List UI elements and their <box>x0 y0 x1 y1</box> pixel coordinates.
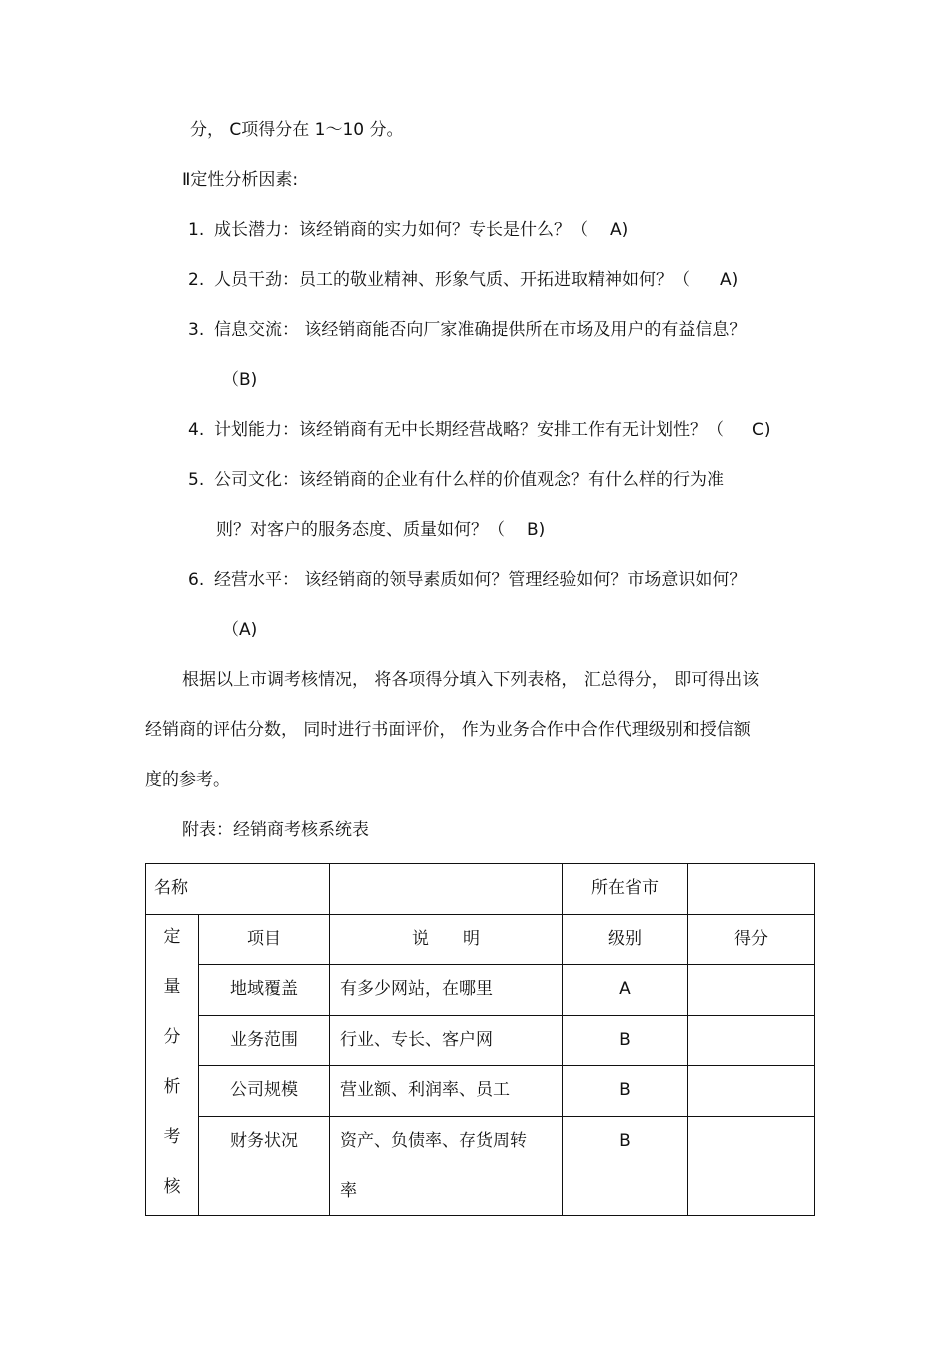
desc-line: 率 <box>340 1181 357 1201</box>
item-number: 2. <box>188 270 205 290</box>
list-item <box>188 218 628 242</box>
item-grade: （B) <box>222 370 258 390</box>
item-text: 信息交流： 该经销商能否向厂家准确提供所在市场及用户的有益信息？ <box>214 320 747 340</box>
name-label: 名称 <box>146 864 330 915</box>
item-cell: 地域覆盖 <box>199 965 330 1016</box>
level-cell: A <box>563 965 688 1016</box>
desc-cell <box>330 1117 563 1216</box>
item-text: 人员干劲：员工的敬业精神、形象气质、开拓进取精神如何？（ <box>214 270 690 290</box>
side-char: 分 <box>163 1027 181 1047</box>
desc-cell: 行业、专长、客户网 <box>330 1016 563 1066</box>
side-label <box>146 915 199 1216</box>
item-number: 4. <box>188 420 205 440</box>
name-value <box>330 864 563 915</box>
table-row <box>146 915 815 965</box>
item-number: 6. <box>188 570 205 590</box>
score-cell <box>688 1117 815 1216</box>
item-text: 则？对客户的服务态度、质量如何？（ <box>216 520 505 540</box>
desc-cell: 营业额、利润率、员工 <box>330 1066 563 1117</box>
paragraph-summary: 根据以上市调考核情况， 将各项得分填入下列表格， 汇总得分， 即可得出该 <box>182 670 760 690</box>
side-char: 定 <box>163 927 181 947</box>
list-item <box>188 468 724 492</box>
table-row <box>146 1016 815 1066</box>
level-cell: B <box>563 1066 688 1117</box>
side-char: 析 <box>163 1077 181 1097</box>
level-cell: B <box>563 1016 688 1066</box>
list-item <box>188 568 746 592</box>
province-label: 所在省市 <box>563 864 688 915</box>
score-cell <box>688 1016 815 1066</box>
item-text: 公司文化：该经销商的企业有什么样的价值观念？有什么样的行为准 <box>214 470 724 490</box>
item-grade: A) <box>720 270 739 290</box>
list-item <box>188 318 746 342</box>
item-number: 5. <box>188 470 205 490</box>
side-char: 量 <box>163 977 181 997</box>
desc-cell: 有多少网站，在哪里 <box>330 965 563 1016</box>
score-cell <box>688 1066 815 1117</box>
item-cell: 业务范围 <box>199 1016 330 1066</box>
item-text: 成长潜力：该经销商的实力如何？专长是什么？（ <box>214 220 588 240</box>
item-number: 3. <box>188 320 205 340</box>
paragraph-summary: 经销商的评估分数， 同时进行书面评价， 作为业务合作中合作代理级别和授信额 <box>145 720 751 740</box>
item-cell: 财务状况 <box>199 1117 330 1216</box>
table-row <box>146 1066 815 1117</box>
item-cell: 公司规模 <box>199 1066 330 1117</box>
level-cell: B <box>563 1117 688 1216</box>
side-char: 考 <box>163 1127 181 1147</box>
list-item <box>188 418 771 442</box>
paragraph-score-range: 分， C项得分在 1～10 分。 <box>190 120 404 140</box>
score-cell <box>688 965 815 1016</box>
item-number: 1. <box>188 220 205 240</box>
table-caption: 附表：经销商考核系统表 <box>182 820 369 840</box>
item-text: 经营水平： 该经销商的领导素质如何？管理经验如何？市场意识如何？ <box>214 570 747 590</box>
list-item <box>188 268 738 292</box>
item-grade: C) <box>752 420 771 440</box>
paragraph-summary: 度的参考。 <box>145 770 230 790</box>
side-char: 核 <box>163 1177 181 1197</box>
table-row <box>146 1117 815 1216</box>
desc-line: 资产、负债率、存货周转 <box>340 1131 527 1151</box>
item-grade: A) <box>610 220 629 240</box>
section-heading: Ⅱ定性分析因素: <box>182 170 299 190</box>
list-item-continuation <box>216 518 545 542</box>
item-grade: （A) <box>222 620 258 640</box>
header-level: 级别 <box>563 915 688 965</box>
header-item: 项目 <box>199 915 330 965</box>
header-desc: 说 明 <box>330 915 563 965</box>
table-row <box>146 965 815 1016</box>
item-text: 计划能力：该经销商有无中长期经营战略？安排工作有无计划性？（ <box>214 420 724 440</box>
assessment-table <box>145 863 815 1216</box>
table-row <box>146 864 815 915</box>
header-score: 得分 <box>688 915 815 965</box>
province-value <box>688 864 815 915</box>
item-grade: B) <box>527 520 546 540</box>
